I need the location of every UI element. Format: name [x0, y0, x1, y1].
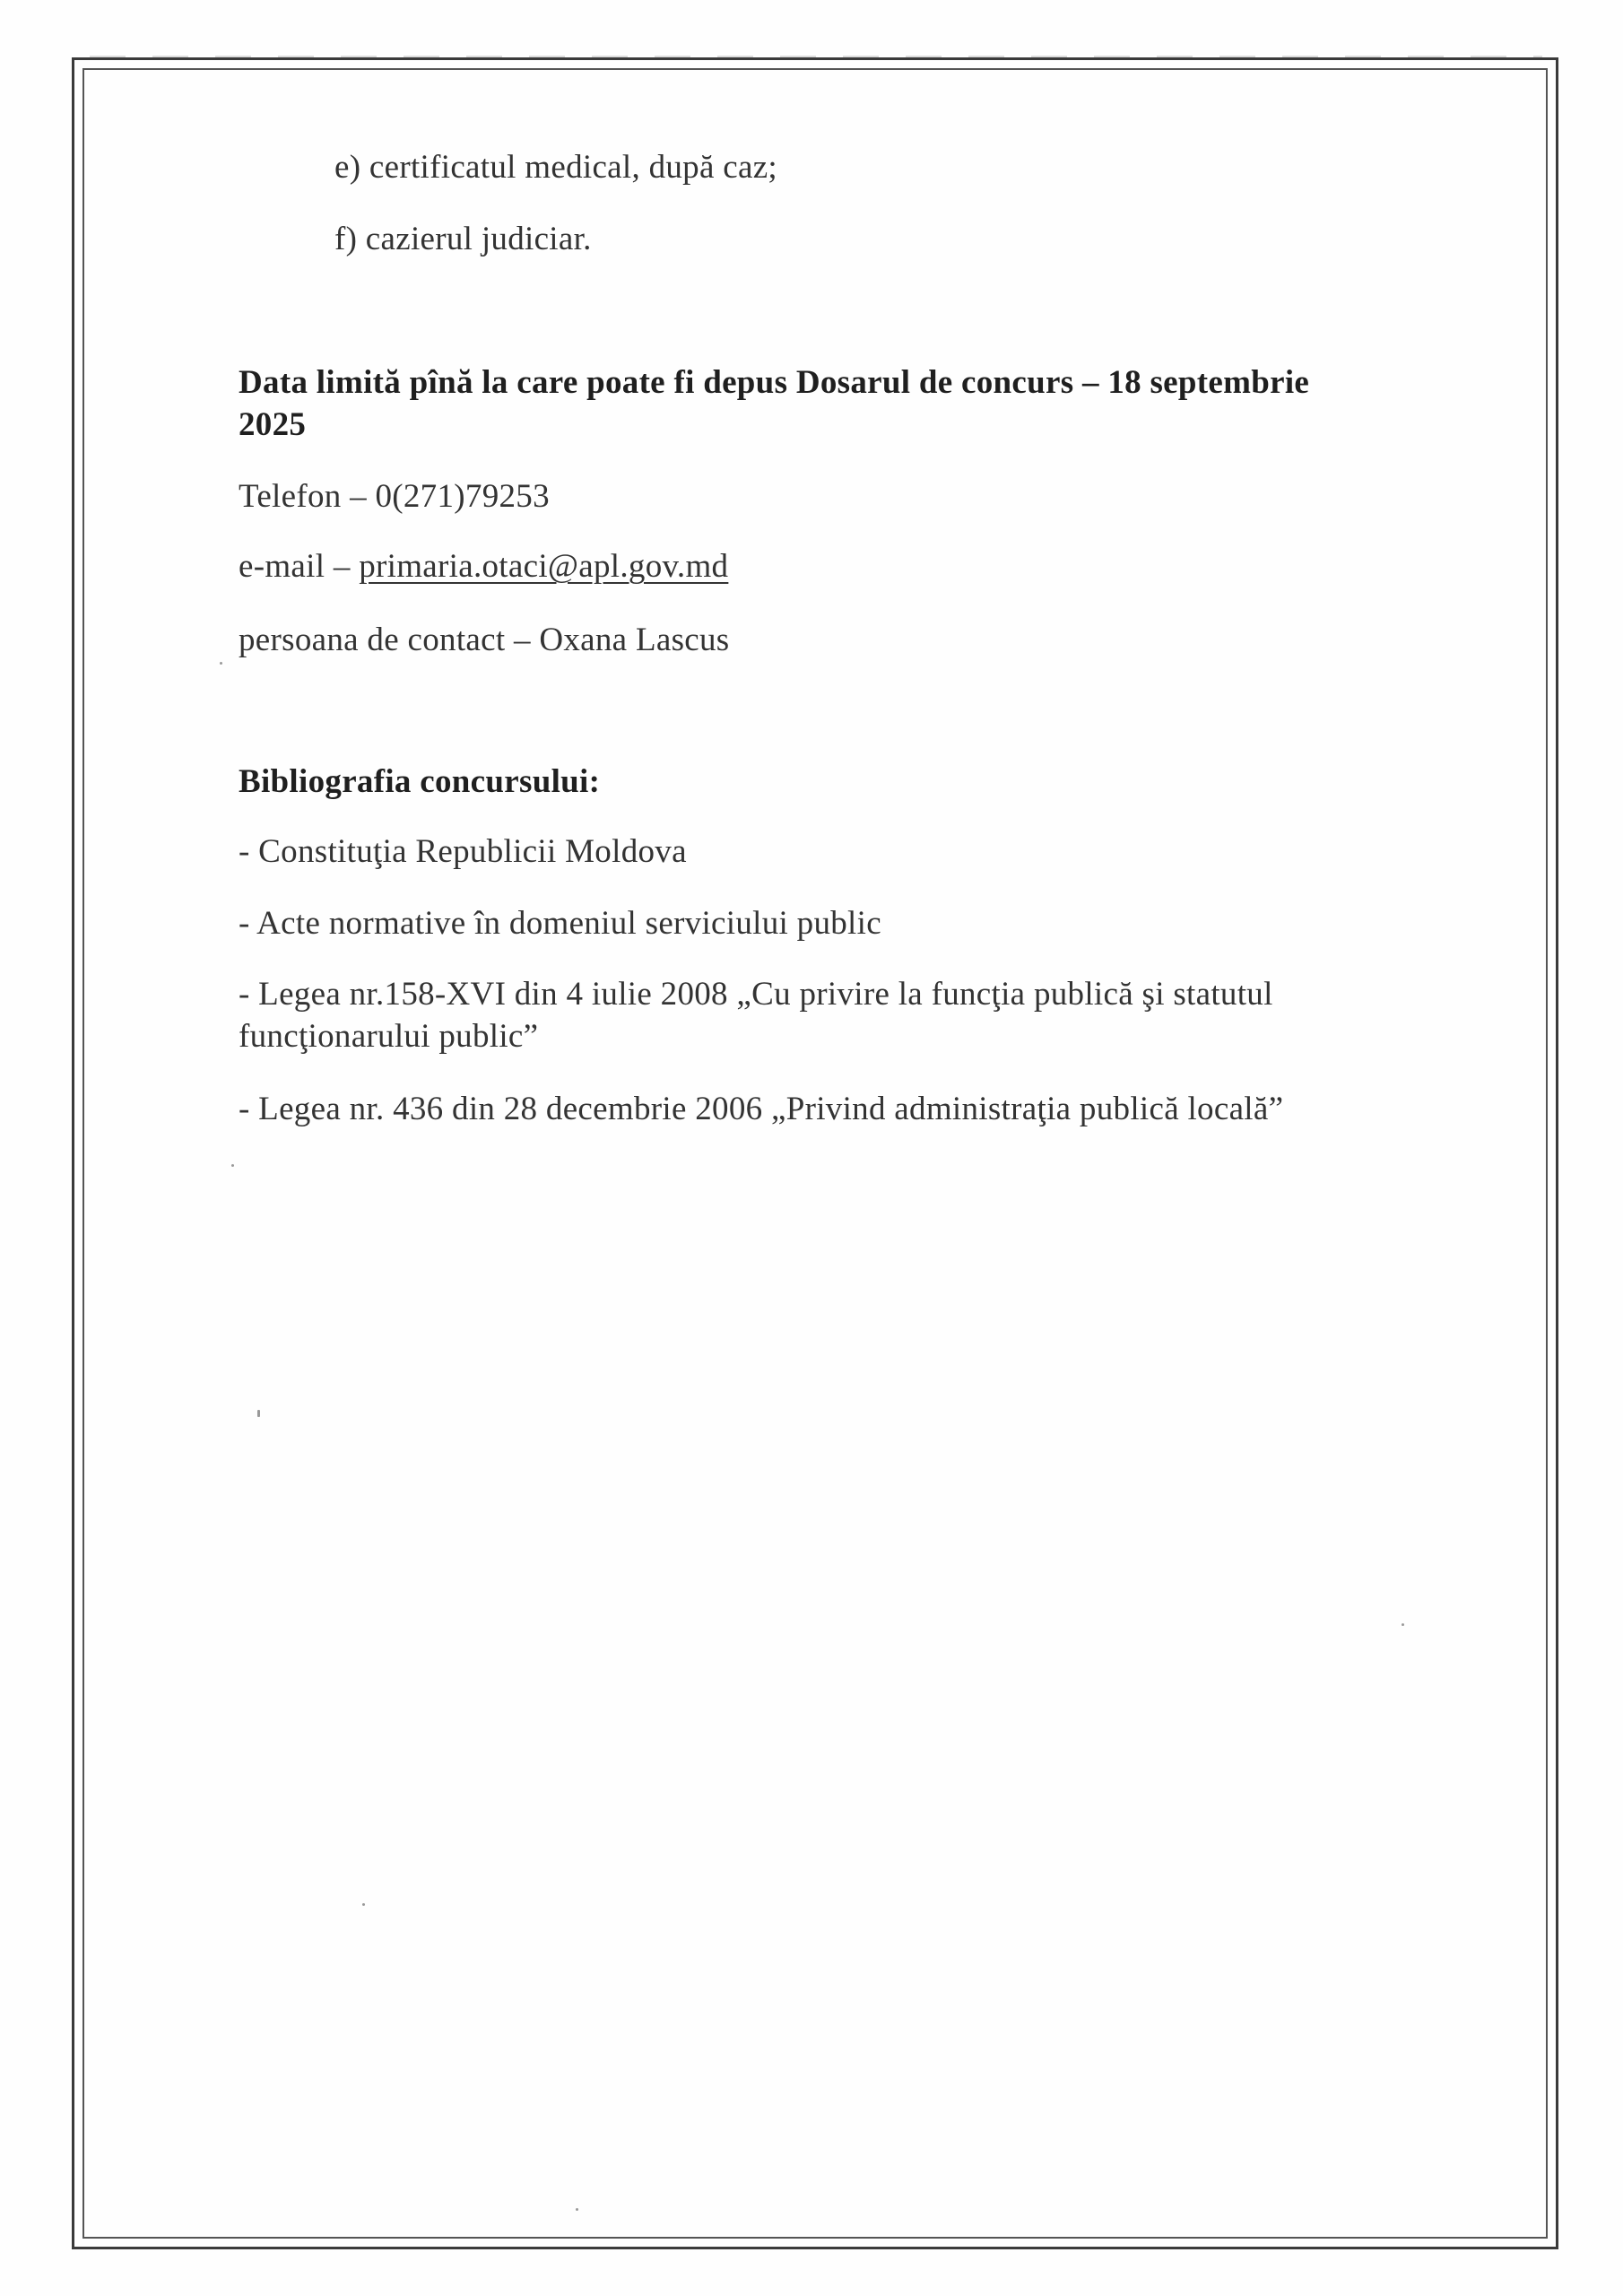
- scan-speck: [257, 1410, 260, 1417]
- scan-speck: [1402, 1623, 1404, 1626]
- contact-phone: Telefon – 0(271)79253: [239, 478, 550, 515]
- bibliography-item: - Legea nr.158-XVI din 4 iulie 2008 „Cu privire la funcţia publică şi statutul: [239, 976, 1273, 1013]
- contact-email-row: [239, 547, 728, 587]
- deadline-line-1: Data limită pînă la care poate fi depus Dosarul de concurs – 18 septembrie: [239, 364, 1310, 401]
- bibliography-item: - Acte normative în domeniul serviciului public: [239, 905, 881, 942]
- scan-speck: [231, 1164, 234, 1167]
- contact-email-link[interactable]: primaria.otaci@apl.gov.md: [359, 548, 729, 585]
- scan-speck: [362, 1903, 365, 1906]
- document-item-e: e) certificatul medical, după caz;: [334, 149, 777, 186]
- bibliography-heading: Bibliografia concursului:: [239, 763, 601, 800]
- scan-speck: [576, 2208, 578, 2211]
- scan-speck: [220, 662, 222, 665]
- bibliography-item: - Constituţia Republicii Moldova: [239, 833, 687, 870]
- contact-person: persoana de contact – Oxana Lascus: [239, 622, 730, 658]
- contact-email-prefix: e-mail –: [239, 548, 360, 585]
- bibliography-item: - Legea nr. 436 din 28 decembrie 2006 „Privind administraţia publică locală”: [239, 1091, 1284, 1127]
- deadline-line-2: 2025: [239, 406, 307, 443]
- bibliography-item-continuation: funcţionarului public”: [239, 1018, 539, 1055]
- document-item-f: f) cazierul judiciar.: [334, 221, 592, 257]
